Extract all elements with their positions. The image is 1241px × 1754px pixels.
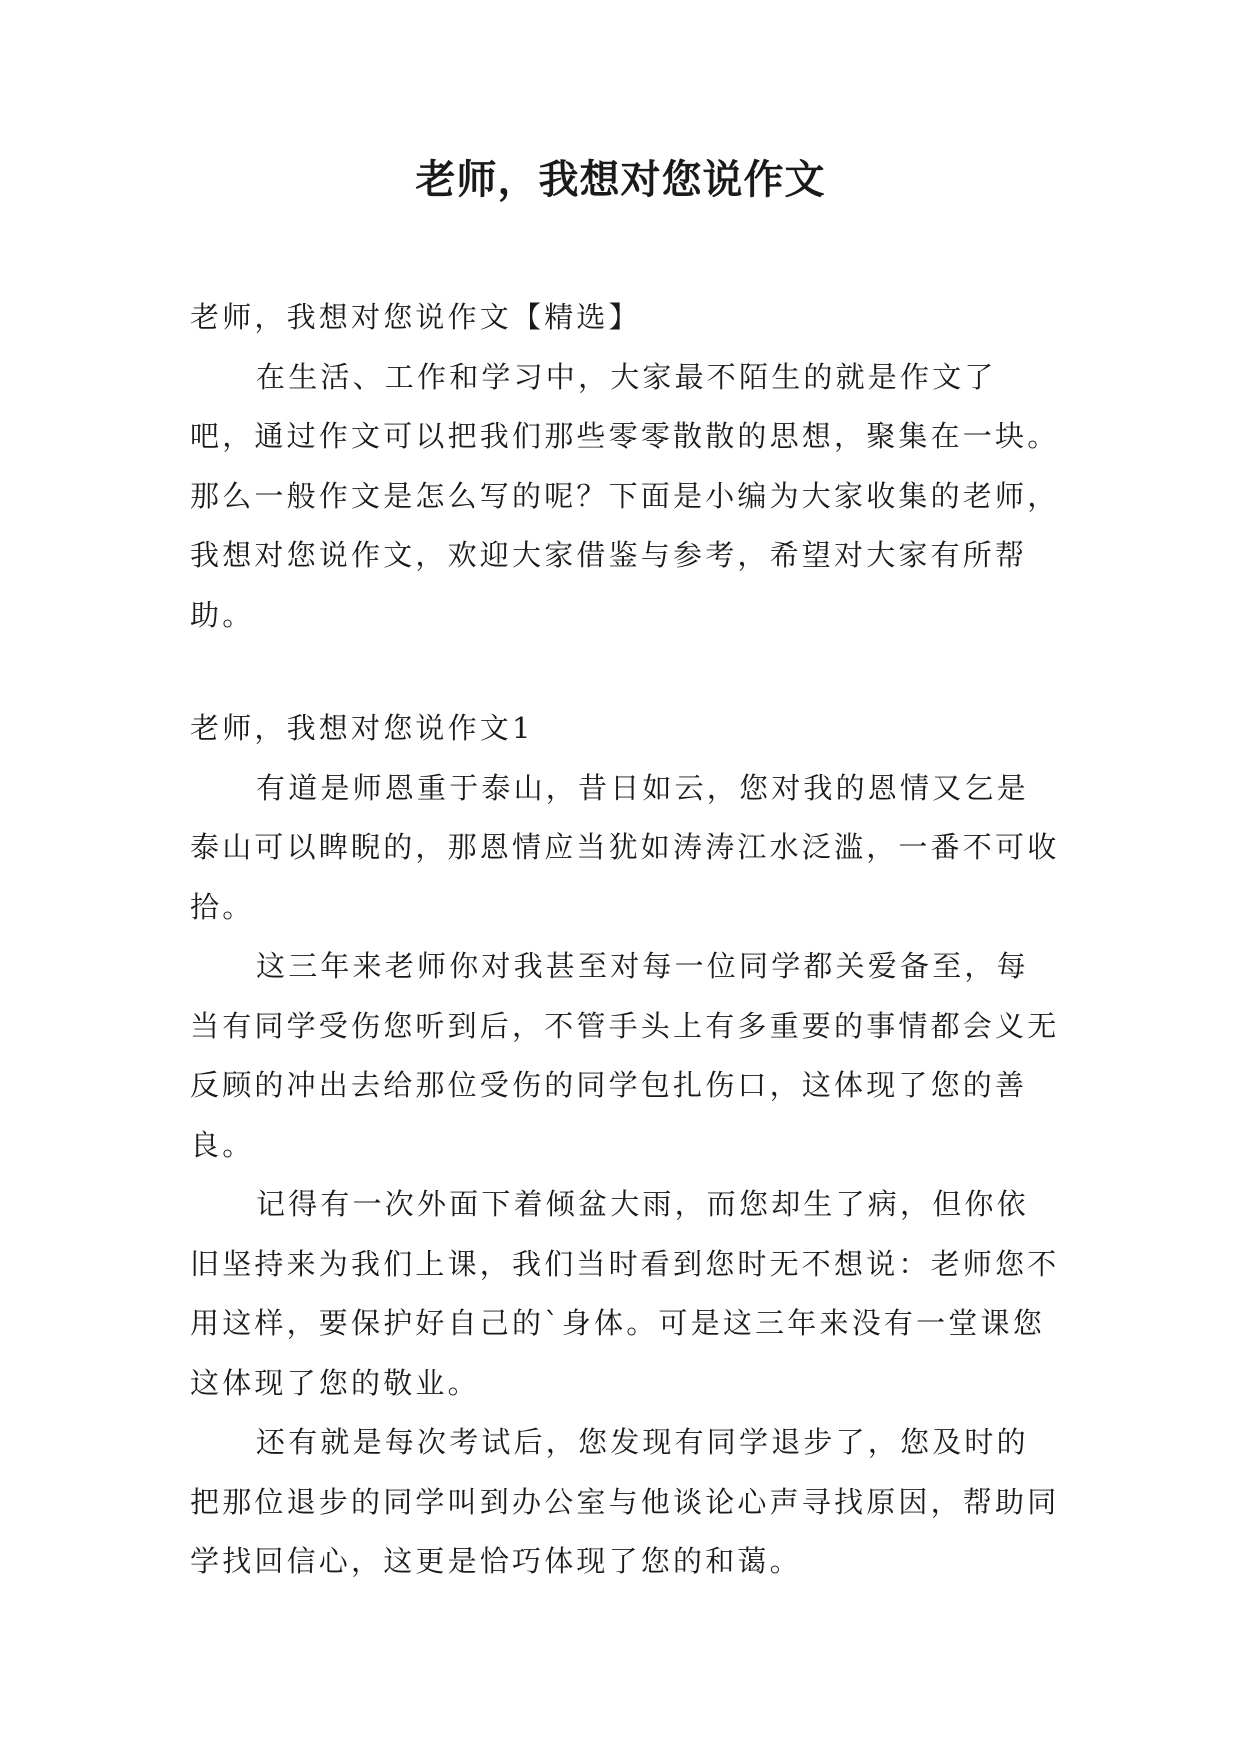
- page-title: 老师，我想对您说作文: [415, 156, 826, 203]
- body-paragraph: 记得有一次外面下着倾盆大雨，而您却生了病，但你依旧坚持来为我们上课，我们当时看到您时无不想说：老师您不用这样，要保护好自己的`身体。可是这三年来没有一堂课您这体现了您的敬业。: [190, 1187, 1060, 1400]
- document-body: [190, 288, 1060, 1592]
- intro-paragraph: 在生活、工作和学习中，大家最不陌生的就是作文了吧，通过作文可以把我们那些零零散散的思想，聚集在一块。那么一般作文是怎么写的呢？下面是小编为大家收集的老师，我想对您说作文，欢迎大家借鉴与参考，希望对大家有所帮助。: [190, 359, 1060, 632]
- section-spacer: [190, 645, 1060, 699]
- body-paragraph: 还有就是每次考试后，您发现有同学退步了，您及时的把那位退步的同学叫到办公室与他谈论心声寻找原因，帮助同学找回信心，这更是恰巧体现了您的和蔼。: [190, 1425, 1060, 1578]
- body-paragraph: 有道是师恩重于泰山，昔日如云，您对我的恩情又乞是泰山可以睥睨的，那恩情应当犹如涛涛江水泛滥，一番不可收拾。: [190, 770, 1060, 924]
- section-heading: 老师，我想对您说作文1: [190, 711, 534, 745]
- intro-heading: 老师，我想对您说作文【精选】: [190, 300, 641, 334]
- body-paragraph: 这三年来老师你对我甚至对每一位同学都关爱备至，每当有同学受伤您听到后，不管手头上有多重要的事情都会义无反顾的冲出去给那位受伤的同学包扎伤口，这体现了您的善良。: [190, 949, 1060, 1162]
